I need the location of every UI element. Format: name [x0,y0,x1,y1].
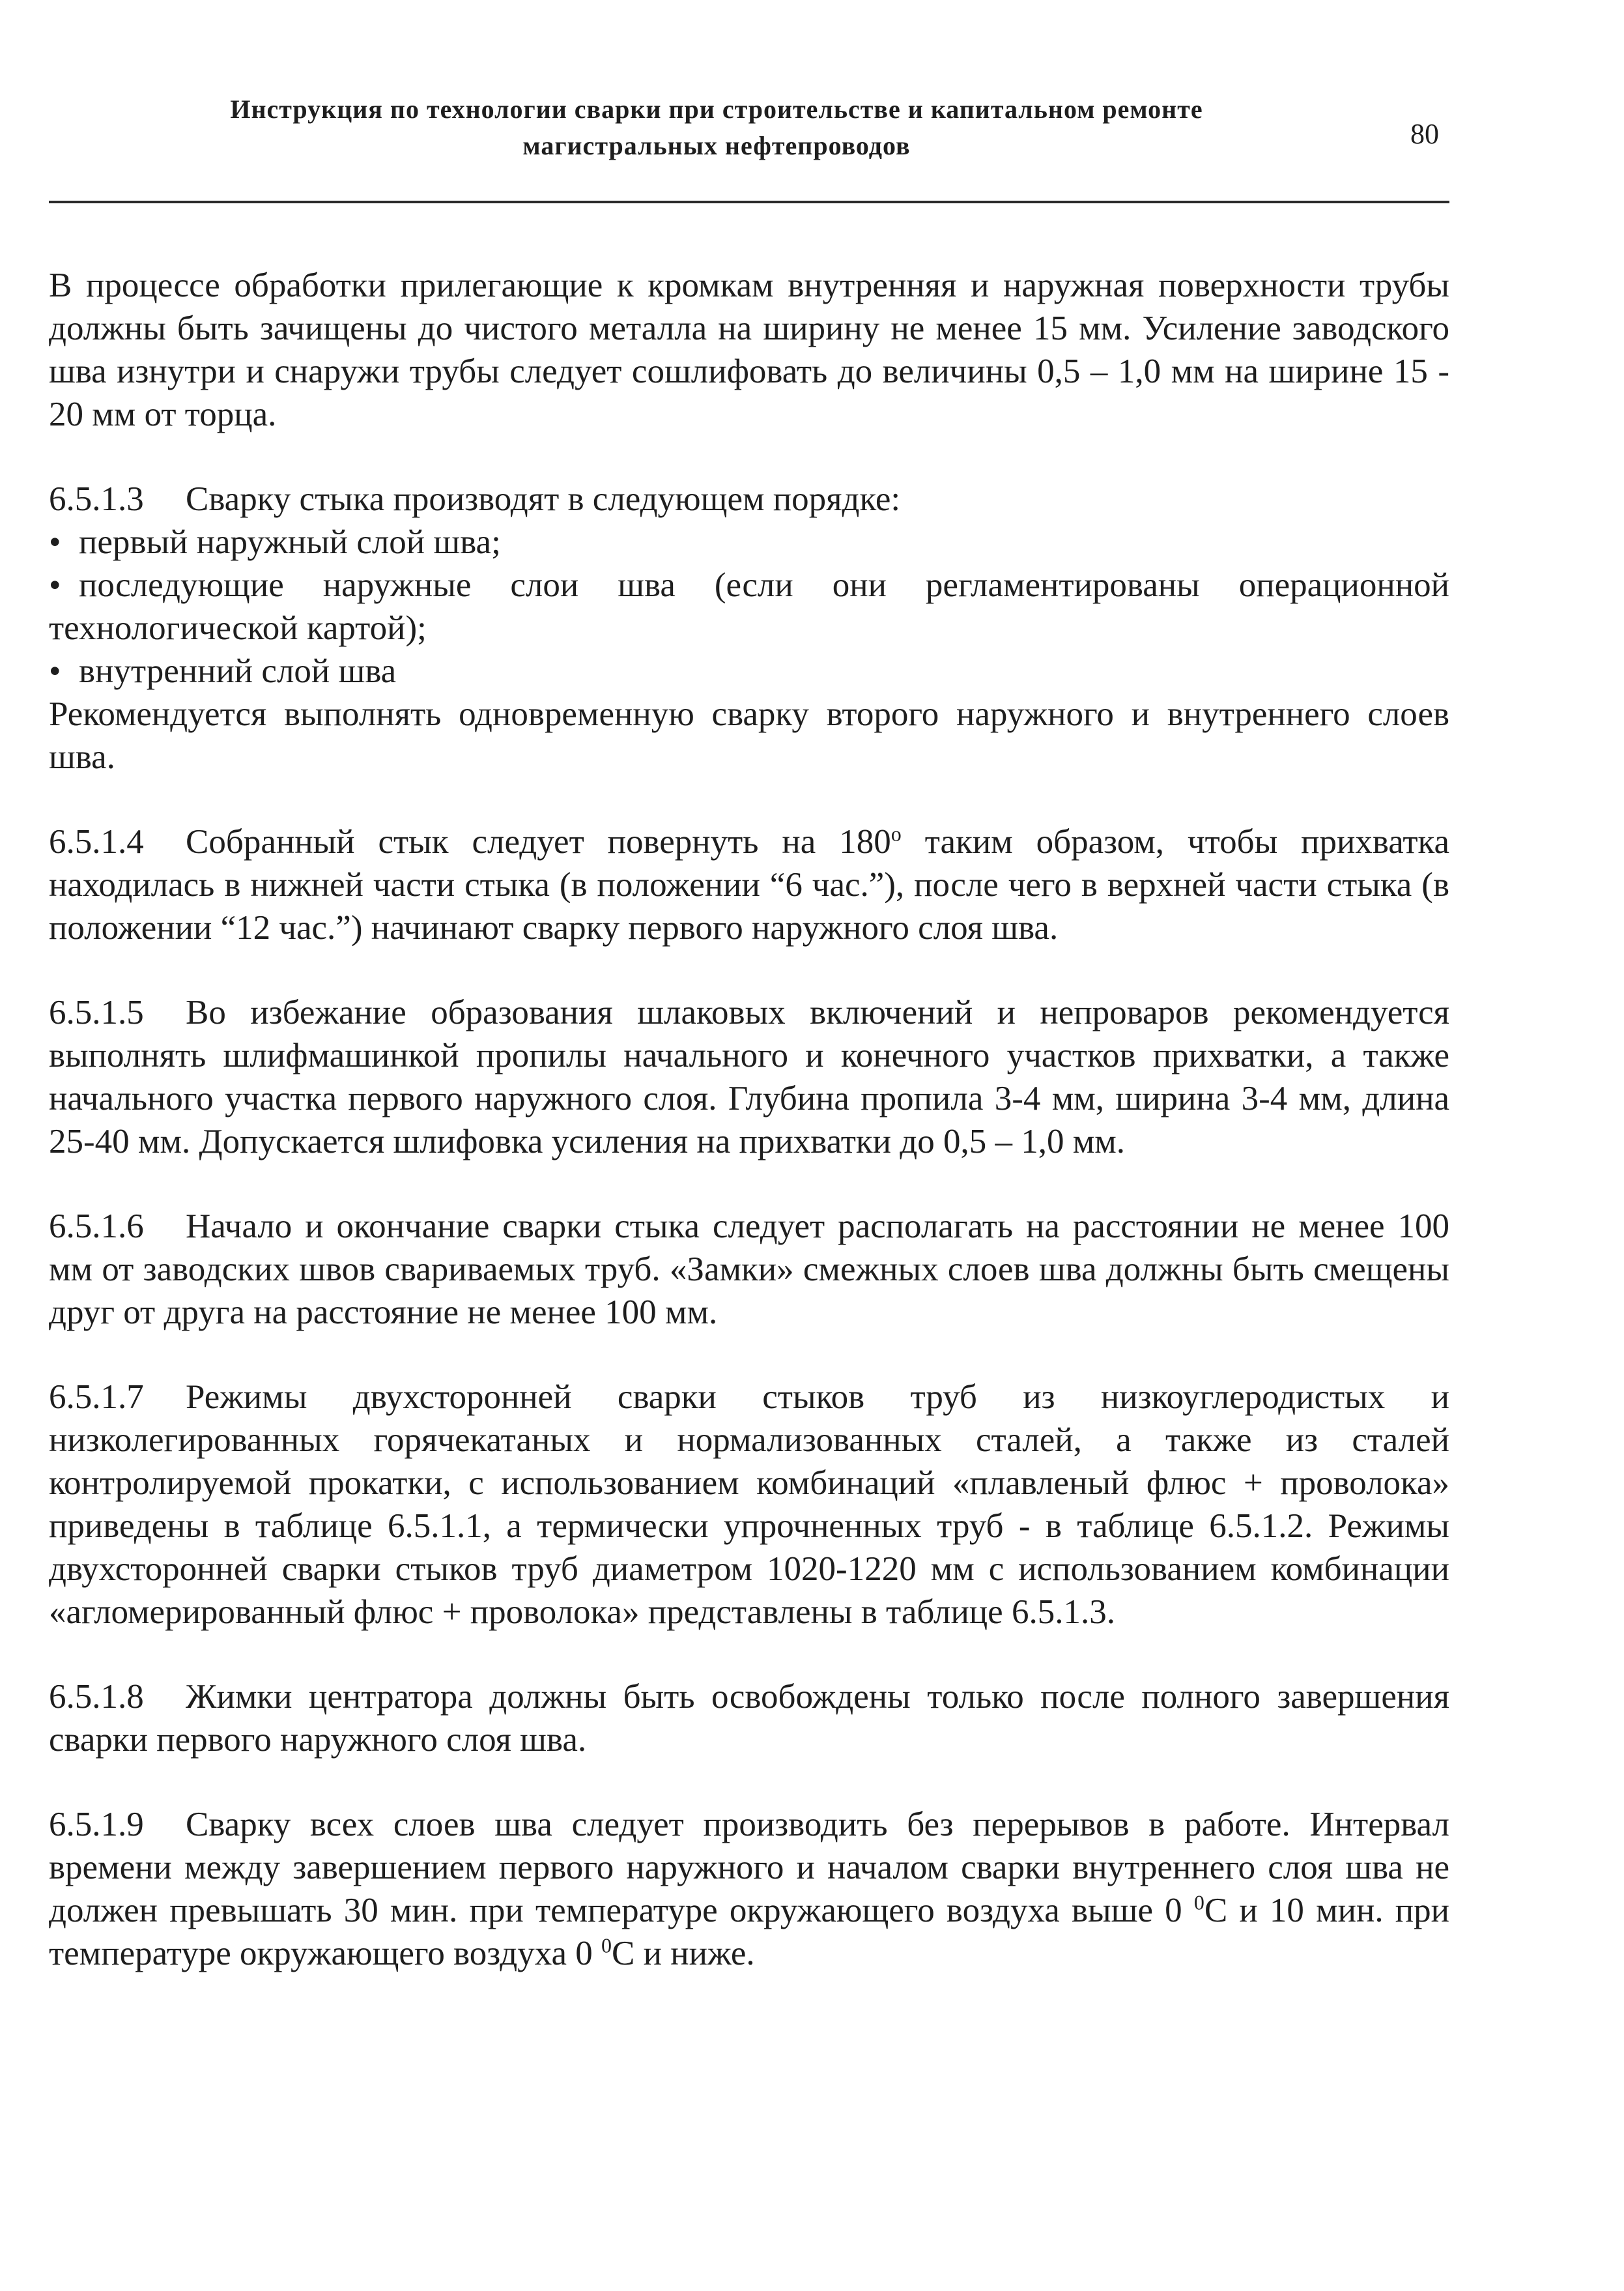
section-text: Жимки центратора должны быть освобождены только после полного завершения сварки первого наружного слоя шва. [49,1678,1449,1759]
section-6-5-1-4 [49,820,1449,949]
list-item-text: первый наружный слой шва; [79,523,501,561]
section-text-part-a: Собранный стык следует повернуть на 180 [186,823,891,861]
section-6-5-1-6-text [49,1205,1449,1334]
list-item [49,521,1449,564]
bullet-icon: • [49,523,61,561]
section-text-part-b: таким образом, чтобы прихватка находилась в нижней части стыка (в положении “6 час.”), после чего в верхней части стыка (в положении “12 час.”) начинают сварку первого наружного слоя шва. [49,823,1449,947]
page-header [98,91,1335,164]
section-text: Сварку стыка производят в следующем порядке: [186,480,901,518]
list-item-text: внутренний слой шва [79,652,397,690]
section-number: 6.5.1.7 [49,1378,144,1416]
bullet-icon: • [49,652,61,690]
section-text-part-b: С и 10 мин. при температуре окружающего воздуха 0 [49,1892,1450,1972]
list-item [49,650,1449,693]
section-6-5-1-5 [49,991,1449,1163]
section-number: 6.5.1.5 [49,994,144,1031]
degree-superscript: 0 [601,1933,612,1957]
section-number: 6.5.1.3 [49,480,144,518]
section-6-5-1-8-text [49,1675,1449,1761]
section-text: Режимы двухсторонней сварки стыков труб из низкоуглеродистых и низколегированных горячекатаных и нормализованных сталей, а также из сталей контролируемой прокатки, с использованием комбинаций «плавленый флюс + проволока» приведены в таблице 6.5.1.1, а термически упрочненных труб - в таблице 6.5.1.2. Режимы двухсторонней сварки стыков труб диаметром 1020-1220 мм с использованием комбинации «агломерированный флюс + проволока» представлены в таблице 6.5.1.3. [49,1378,1449,1631]
page-number: 80 [1410,118,1439,150]
section-text: Во избежание образования шлаковых включений и непроваров рекомендуется выполнять шлифмашинкой пропилы начального и конечного участков прихватки, а также начального участка первого наружного слоя. Глубина пропила 3-4 мм, ширина 3-4 мм, длина 25-40 мм. Допускается шлифовка усиления на прихватки до 0,5 – 1,0 мм. [49,994,1449,1160]
header-title-line-1: Инструкция по технологии сварки при строительстве и капитальном ремонте [230,94,1203,124]
section-6-5-1-8 [49,1675,1449,1761]
section-text-part-c: С и ниже. [612,1935,755,1972]
degree-superscript: o [890,822,902,846]
list-item-text: последующие наружные слои шва (если они регламентированы операционной технологической картой); [49,566,1449,647]
section-number: 6.5.1.9 [49,1806,144,1843]
section-text-part-a: Сварку всех слоев шва следует производить без перерывов в работе. Интервал времени между завершением первого наружного и началом сварки внутреннего слоя шва не должен превышать 30 мин. при температуре окружающего воздуха выше 0 [49,1806,1449,1929]
document-body [49,264,1449,2017]
section-number: 6.5.1.6 [49,1207,144,1245]
header-title-line-2: магистральных нефтепроводов [522,131,911,160]
degree-superscript: 0 [1193,1890,1204,1914]
section-6-5-1-9 [49,1803,1449,1975]
section-6-5-1-3-heading [49,478,1449,521]
section-text: Начало и окончание сварки стыка следует располагать на расстоянии не менее 100 мм от заводских швов свариваемых труб. «Замки» смежных слоев шва должны быть смещены друг от друга на расстояние не менее 100 мм. [49,1207,1449,1331]
section-number: 6.5.1.4 [49,823,144,861]
section-6-5-1-7-text [49,1376,1449,1634]
section-6-5-1-9-text [49,1803,1449,1975]
header-divider [49,201,1449,203]
intro-paragraph [49,264,1449,436]
section-6-5-1-4-text [49,820,1449,949]
section-number: 6.5.1.8 [49,1678,144,1716]
section-6-5-1-5-text [49,991,1449,1163]
section-6-5-1-3 [49,478,1449,779]
section-6-5-1-7 [49,1376,1449,1634]
list-item [49,564,1449,650]
section-6-5-1-6 [49,1205,1449,1334]
bullet-icon: • [49,566,61,604]
intro-text: В процессе обработки прилегающие к кромкам внутренняя и наружная поверхности трубы должны быть зачищены до чистого металла на ширину не менее 15 мм. Усиление заводского шва изнутри и снаружи трубы следует сошлифовать до величины 0,5 – 1,0 мм на ширине 15 - 20 мм от торца. [49,267,1449,433]
section-6-5-1-3-tail: Рекомендуется выполнять одновременную сварку второго наружного и внутреннего слоев шва. [49,695,1449,776]
